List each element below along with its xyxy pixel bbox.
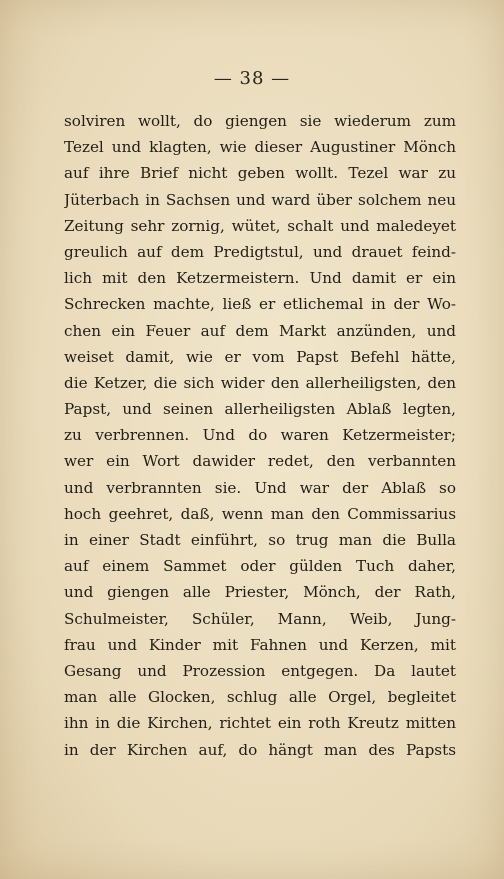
text-line: und verbrannten sie. Und war der Ablaß so [64, 478, 456, 497]
text-line: weiset damit, wie er vom Papst Befehl hätte, [64, 347, 456, 366]
text-line: Papst, und seinen allerheiligsten Ablaß legten, [64, 400, 456, 419]
text-line: die Ketzer, die sich wider den allerheiligsten, den [64, 373, 456, 392]
text-line: Schrecken machte, ließ er etlichemal in der Wo- [64, 295, 456, 314]
text-line: in einer Stadt einführt, so trug man die Bulla [64, 531, 456, 549]
body-text [64, 108, 456, 763]
text-line: lich mit den Ketzermeistern. Und damit er ein [64, 269, 456, 288]
text-line: in der Kirchen auf, do hängt man des Papsts [64, 740, 456, 759]
text-line: auf einem Sammet oder gülden Tuch daher, [64, 557, 456, 576]
text-line: Zeitung sehr zornig, wütet, schalt und maledeyet [64, 216, 456, 235]
text-line: zu verbrennen. Und do waren Ketzermeister; [64, 426, 456, 445]
text-line: ihn in die Kirchen, richtet ein roth Kreutz mitten [64, 714, 456, 733]
text-line: Tezel und klagten, wie dieser Augustiner Mönch [64, 138, 456, 157]
text-line: auf ihre Brief nicht geben wollt. Tezel war zu [64, 164, 456, 183]
text-line: man alle Glocken, schlug alle Orgel, begleitet [64, 688, 456, 707]
text-line: solviren wollt, do giengen sie wiederum zum [64, 112, 456, 130]
text-line: Jüterbach in Sachsen und ward über solchem neu [64, 190, 456, 209]
page-number: — 38 — [213, 68, 291, 89]
text-line: greulich auf dem Predigtstul, und drauet feind- [64, 242, 456, 261]
text-line: wer ein Wort dawider redet, den verbannten [64, 452, 456, 471]
text-line: hoch geehret, daß, wenn man den Commissarius [64, 504, 456, 523]
text-line: und giengen alle Priester, Mönch, der Rath, [64, 583, 456, 602]
text-line: Schulmeister, Schüler, Mann, Weib, Jung- [64, 609, 456, 628]
text-line: Gesang und Prozession entgegen. Da lautet [64, 661, 456, 680]
text-line: frau und Kinder mit Fahnen und Kerzen, mit [64, 635, 456, 654]
text-line: chen ein Feuer auf dem Markt anzünden, und [64, 321, 456, 340]
